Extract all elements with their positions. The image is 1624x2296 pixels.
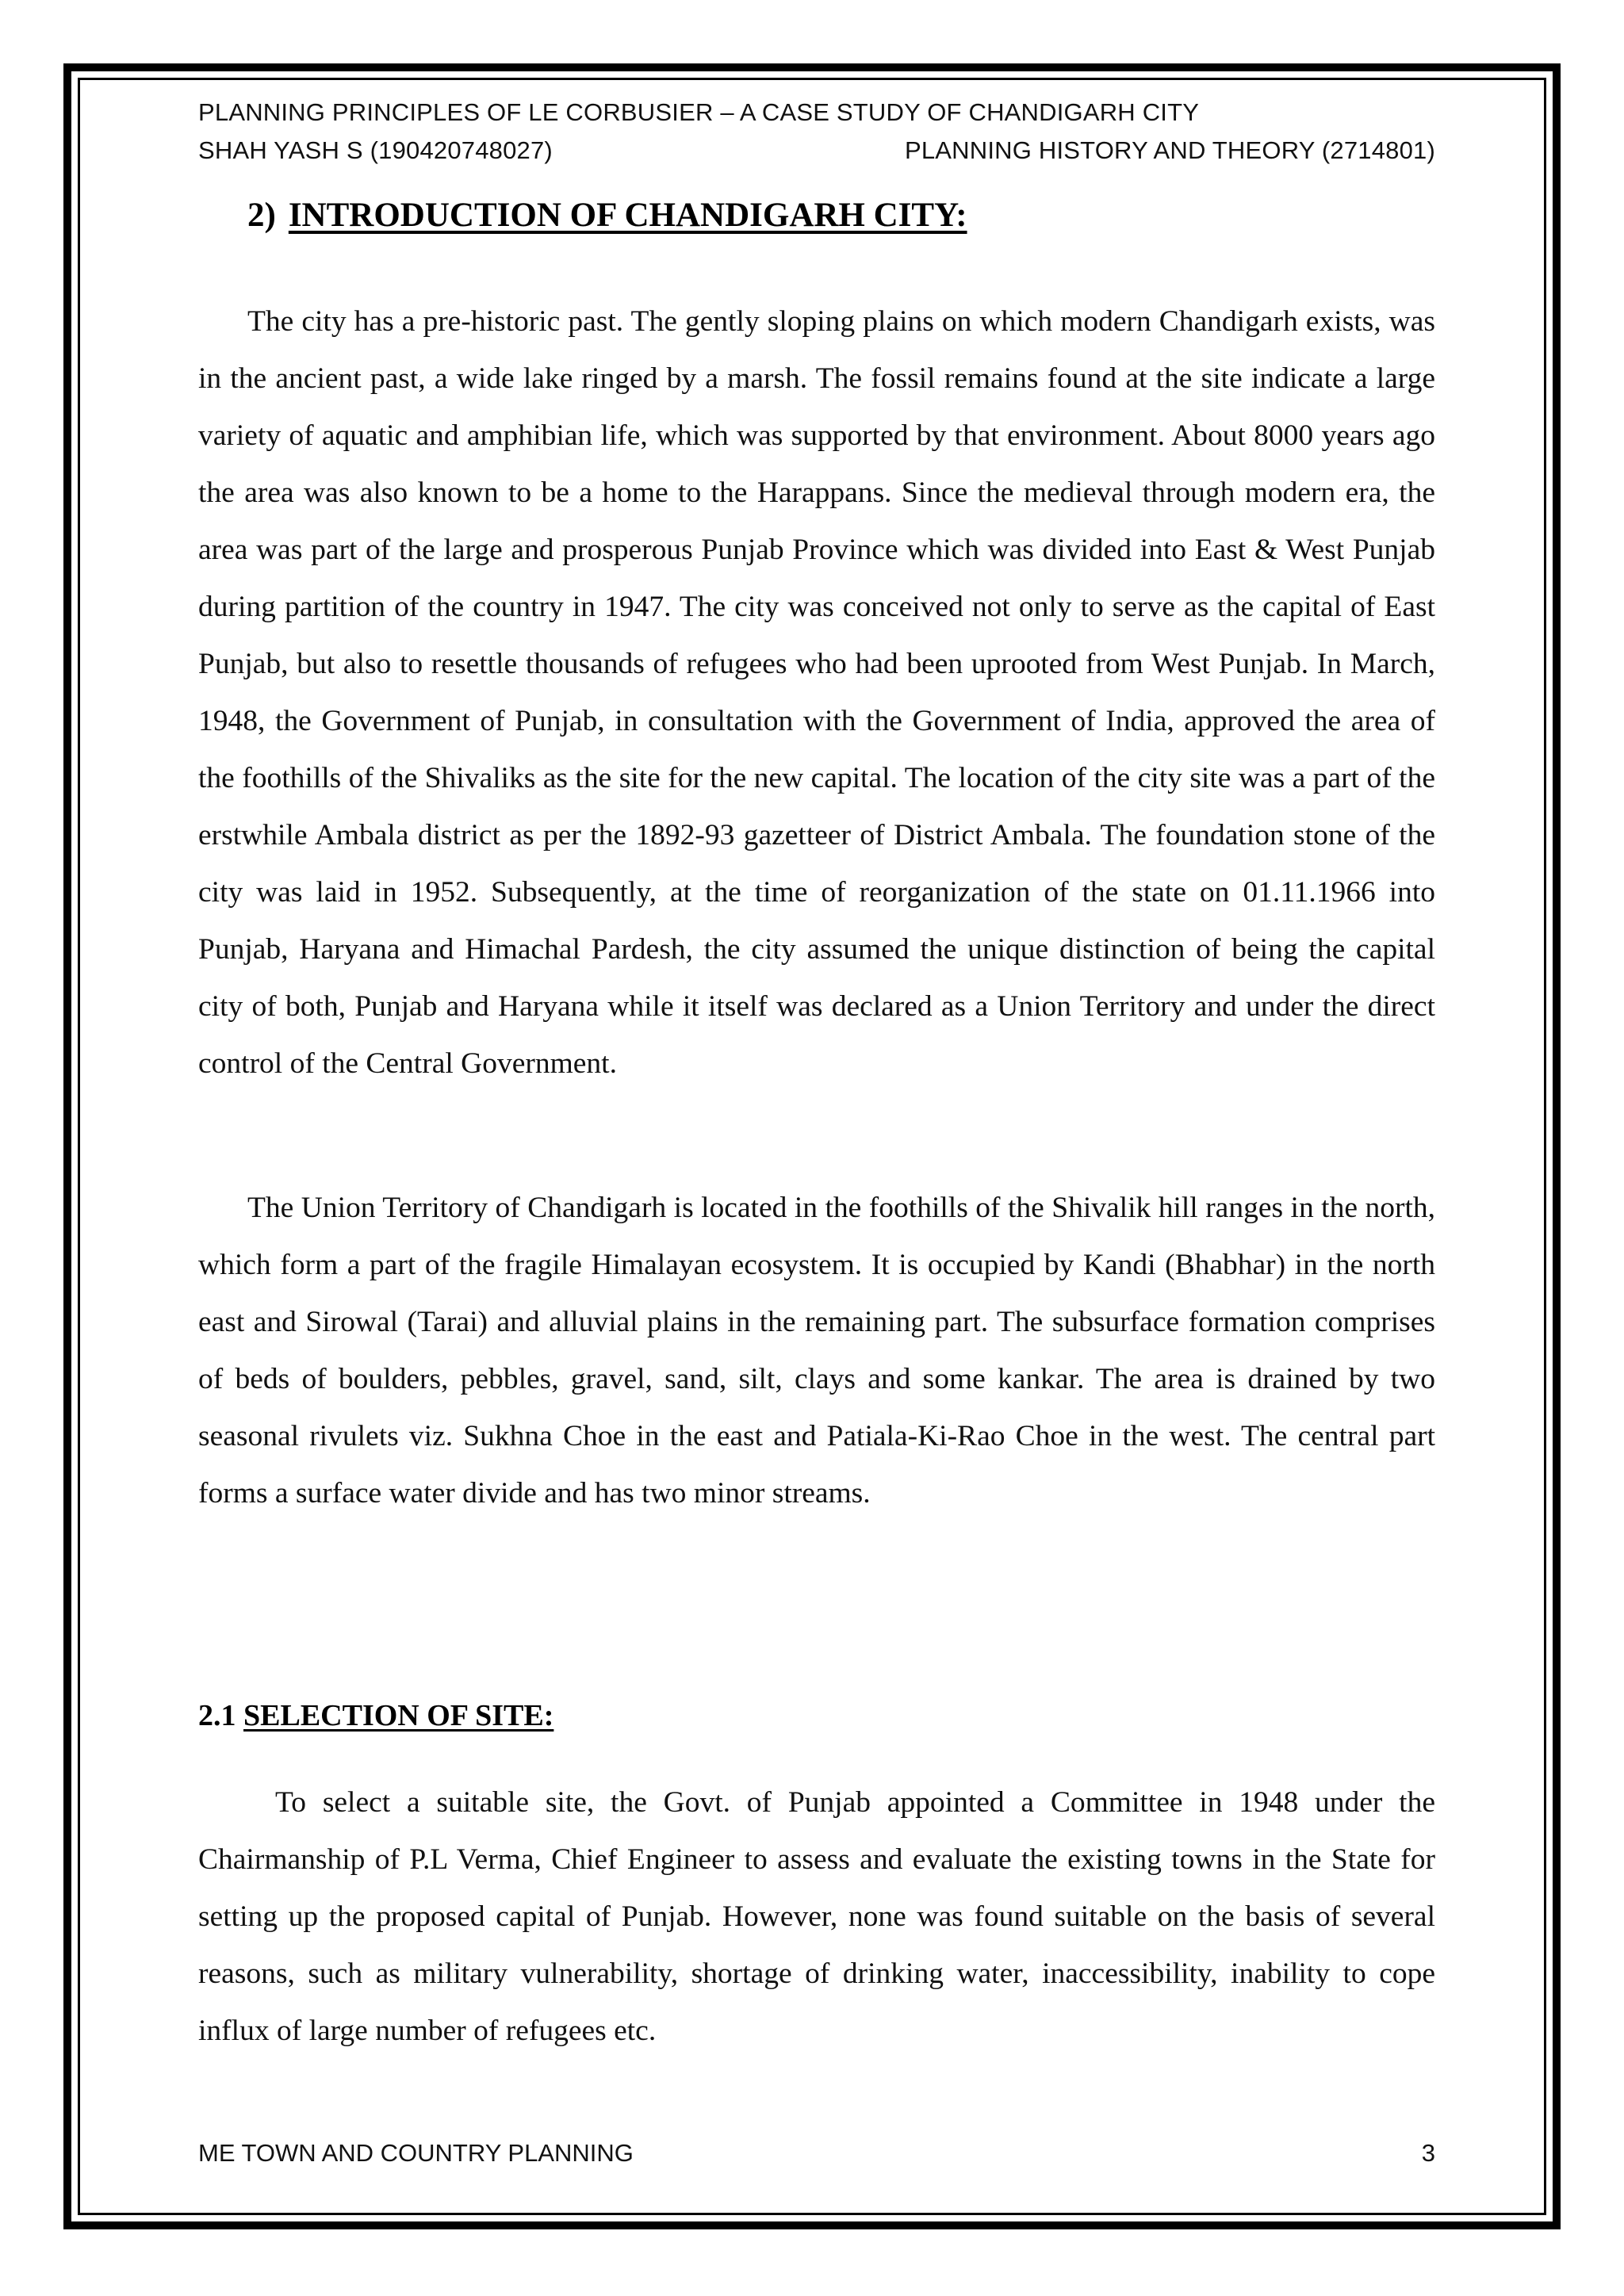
running-header-meta xyxy=(198,136,1435,165)
header-author: SHAH YASH S (190420748027) xyxy=(198,136,553,164)
intro-paragraph-2: The Union Territory of Chandigarh is located in the foothills of the Shivalik hill ranges in the north, which form a part of the fragile Himalayan ecosystem. It is occupied by Kandi (Bhabhar) in the north east and Sirowal (Tarai) and alluvial plains in the remaining part. The subsurface formation comprises of beds of boulders, pebbles, gravel, sand, silt, clays and some kankar. The area is drained by two seasonal rivulets viz. Sukhna Choe in the east and Patiala-Ki-Rao Choe in the west. The central part forms a surface water divide and has two minor streams. xyxy=(198,1192,1435,1510)
header-course: PLANNING HISTORY AND THEORY (2714801) xyxy=(904,136,1435,164)
footer-label: ME TOWN AND COUNTRY PLANNING xyxy=(198,2139,634,2167)
section-title: INTRODUCTION OF CHANDIGARH CITY: xyxy=(288,197,967,234)
page-number: 3 xyxy=(1421,2139,1435,2167)
section-number: 2) xyxy=(247,197,276,234)
subsection-heading xyxy=(198,1698,553,1733)
intro-paragraph-1: The city has a pre-historic past. The gently sloping plains on which modern Chandigarh exists, was in the ancient past, a wide lake ringed by a marsh. The fossil remains found at the site indicate a large variety of aquatic and amphibian life, which was supported by that environment. About 8000 years ago the area was also known to be a home to the Harappans. Since the medieval through modern era, the area was part of the large and prosperous Punjab Province which was divided into East & West Punjab during partition of the country in 1947. The city was conceived not only to serve as the capital of East Punjab, but also to resettle thousands of refugees who had been uprooted from West Punjab. In March, 1948, the Government of Punjab, in consultation with the Government of India, approved the area of the foothills of the Shivaliks as the site for the new capital. The location of the city site was a part of the erstwhile Ambala district as per the 1892-93 gazetteer of District Ambala. The foundation stone of the city was laid in 1952. Subsequently, at the time of reorganization of the state on 01.11.1966 into Punjab, Haryana and Himachal Pardesh, the city assumed the unique distinction of being the capital city of both, Punjab and Haryana while it itself was declared as a Union Territory and under the direct control of the Central Government. xyxy=(198,305,1435,1080)
running-header-title: PLANNING PRINCIPLES OF LE CORBUSIER – A CASE STUDY OF CHANDIGARH CITY xyxy=(198,98,1200,126)
site-selection-paragraph: To select a suitable site, the Govt. of Punjab appointed a Committee in 1948 under the Chairmanship of P.L Verma, Chief Engineer to assess and evaluate the existing towns in the State for setting up the proposed capital of Punjab. However, none was found suitable on the basis of several reasons, such as military vulnerability, shortage of drinking water, inaccessibility, inability to cope influx of large number of refugees etc. xyxy=(198,1786,1435,2047)
page-footer xyxy=(198,2139,1435,2168)
subsection-title: SELECTION OF SITE: xyxy=(243,1699,554,1732)
subsection-number: 2.1 xyxy=(198,1699,236,1732)
section-heading xyxy=(247,196,967,235)
